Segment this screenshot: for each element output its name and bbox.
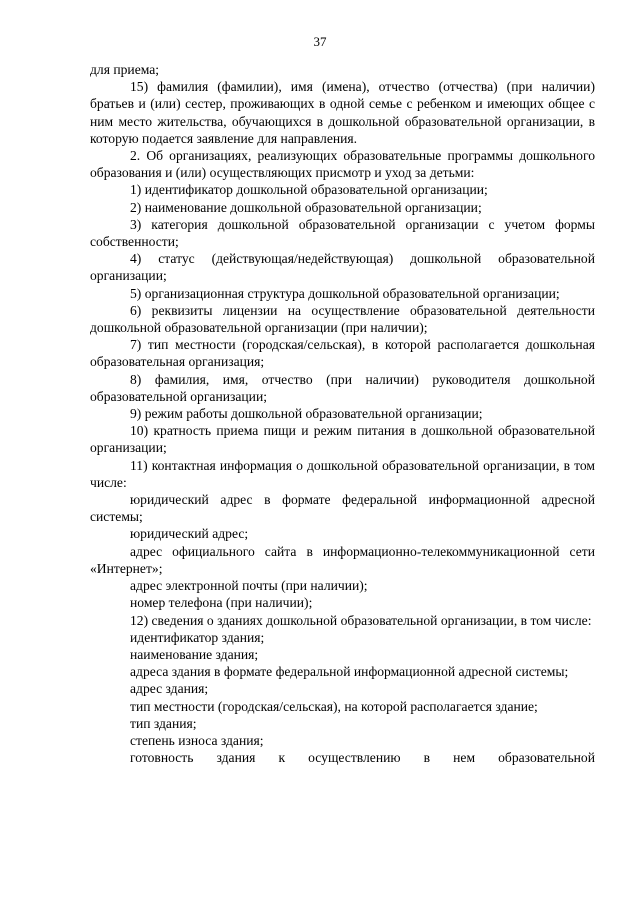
paragraph-4: 1) идентификатор дошкольной образовательной организации; [130, 182, 488, 198]
paragraph-24: адрес здания; [130, 681, 209, 697]
paragraph-3: 2. Об организациях, реализующих образовательные программы дошкольного образования и (или) осуществляющих присмотр и уход за детьми: [90, 148, 595, 181]
paragraph-13: 10) кратность приема пищи и режим питания в дошкольной образовательной организации; [90, 423, 595, 456]
paragraph-1: для приема; [90, 62, 160, 77]
paragraph-15: юридический адрес в формате федеральной информационной адресной системы; [90, 492, 595, 525]
page-number: 37 [313, 34, 327, 49]
paragraph-27: степень износа здания; [130, 732, 264, 748]
paragraph-28: готовность здания к осуществлению в нем образовательной [130, 750, 595, 766]
paragraph-18: адрес электронной почты (при наличии); [130, 578, 368, 594]
paragraph-12: 9) режим работы дошкольной образовательной организации; [130, 406, 483, 422]
paragraph-9: 6) реквизиты лицензии на осуществление образовательной деятельности дошкольной образовательной организации (при наличии); [90, 302, 595, 336]
paragraph-10: 7) тип местности (городская/сельская), в которой располагается дошкольная образовательная организация; [90, 337, 595, 370]
paragraph-5: 2) наименование дошкольной образовательной организации; [130, 199, 482, 215]
paragraph-26: тип здания; [130, 715, 197, 731]
paragraph-11: 8) фамилия, имя, отчество (при наличии) руководителя дошкольной образовательной организации; [90, 371, 595, 404]
paragraph-14: 11) контактная информация о дошкольной образовательной организации, в том числе: [90, 457, 595, 490]
paragraph-6: 3) категория дошкольной образовательной организации с учетом формы собственности; [90, 216, 595, 250]
paragraph-16: юридический адрес; [130, 526, 249, 542]
paragraph-23: адреса здания в формате федеральной информационной адресной системы; [130, 664, 569, 680]
paragraph-21: идентификатор здания; [130, 629, 265, 645]
paragraph-22: наименование здания; [130, 646, 259, 662]
paragraph-2: 15) фамилия (фамилии), имя (имена), отчество (отчества) (при наличии) братьев и (или) сестер, проживающих в одной семье с ребенком и имеющих общее с ним место жительства, обучающихся в дошкольной образовательной организации, в которую подается заявление для направления. [90, 79, 595, 146]
paragraph-19: номер телефона (при наличии); [130, 595, 313, 611]
paragraph-17: адрес официального сайта в информационно-телекоммуникационной сети «Интернет»; [90, 543, 595, 576]
document-body [90, 61, 595, 766]
paragraph-25: тип местности (городская/сельская), на которой располагается здание; [130, 698, 538, 714]
paragraph-20: 12) сведения о зданиях дошкольной образовательной организации, в том числе: [130, 612, 592, 628]
paragraph-7: 4) статус (действующая/недействующая) дошкольной образовательной организации; [90, 251, 595, 284]
paragraph-8: 5) организационная структура дошкольной образовательной организации; [130, 285, 560, 301]
